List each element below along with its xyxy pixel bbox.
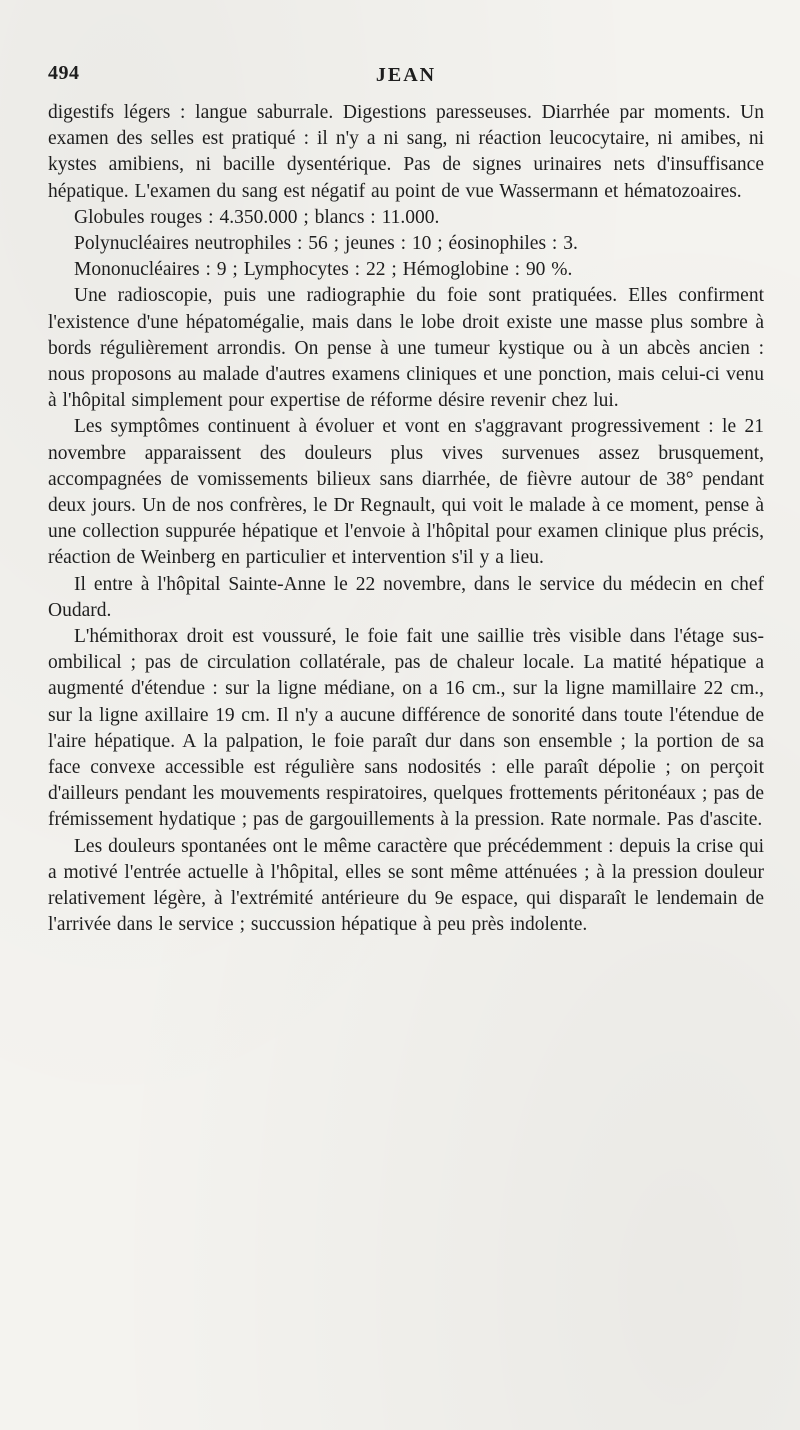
paragraph-clinical-exam: L'hémithorax droit est voussuré, le foie fait une saillie très visible dans l'étage sus-ombilical ; pas de circulation collatérale, pas de chaleur locale. La matité hépatique a augmenté d'étendue : sur la ligne médiane, on a 16 cm., sur la ligne mamillaire 22 cm., sur la ligne axillaire 19 cm. Il n'y a aucune différence de sonorité dans toute l'étendue de l'aire hépatique. A la palpation, le foie paraît dur dans son ensemble ; la portion de sa face convexe accessible est régulière sans nodosités : elle paraît dépolie ; on perçoit d'ailleurs pendant les mouvements respiratoires, quelques frottements péritonéaux ; pas de frémissement hydatique ; pas de gargouillements à la pression. Rate normale. Pas d'ascite. [48, 626, 764, 831]
paragraph-mononuclear: Mononucléaires : 9 ; Lymphocytes : 22 ; Hémoglobine : 90 %. [74, 259, 573, 281]
paragraph-spontaneous-pain: Les douleurs spontanées ont le même caractère que précédemment : depuis la crise qui a motivé l'entrée actuelle à l'hôpital, elles se sont même atténuées ; à la pression douleur relativement légère, à l'extrémité antérieure du 9e espace, qui disparaît le lendemain de l'arrivée dans le service ; succussion hépatique à peu près indolente. [48, 835, 764, 936]
paragraph-radiography: Une radioscopie, puis une radiographie du foie sont pratiquées. Elles confirment l'existence d'une hépatomégalie, mais dans le lobe droit existe une masse plus sombre à bords régulièrement arrondis. On pense à une tumeur kystique ou à un abcès ancien : nous proposons au malade d'autres examens cliniques et une ponction, mais celui-ci venu à l'hôpital simplement pour expertise de réforme désire revenir chez lui. [48, 285, 764, 412]
body-text [48, 100, 764, 939]
paragraph-blood-count: Globules rouges : 4.350.000 ; blancs : 11.000. [74, 206, 440, 228]
paragraph-symptoms-evolution: Les symptômes continuent à évoluer et vont en s'aggravant progressivement : le 21 novembre apparaissent des douleurs plus vives survenues assez brusquement, accompagnées de vomissements bilieux sans diarrhée, de fièvre autour de 38° pendant deux jours. Un de nos confrères, le Dr Regnault, qui voit le malade à ce moment, pense à une collection suppurée hépatique et l'envoie à l'hôpital pour examen clinique plus précis, réaction de Weinberg en particulier et intervention s'il y a lieu. [48, 416, 764, 569]
paragraph-digestive-exam: digestifs légers : langue saburrale. Digestions paresseuses. Diarrhée par moments. Un examen des selles est pratiqué : il n'y a ni sang, ni réaction leucocytaire, ni amibes, ni kystes amibiens, ni bacille dysentérique. Pas de signes urinaires nets d'insuffisance hépatique. L'examen du sang est négatif au point de vue Wassermann et hématozoaires. [48, 102, 764, 202]
paragraph-hospital-entry: Il entre à l'hôpital Sainte-Anne le 22 novembre, dans le service du médecin en chef Oudard. [48, 573, 764, 621]
page-number: 494 [48, 62, 80, 84]
running-head [48, 56, 764, 90]
running-title: JEAN [375, 64, 437, 86]
paragraph-polynuclear: Polynucléaires neutrophiles : 56 ; jeunes : 10 ; éosinophiles : 3. [74, 233, 578, 255]
